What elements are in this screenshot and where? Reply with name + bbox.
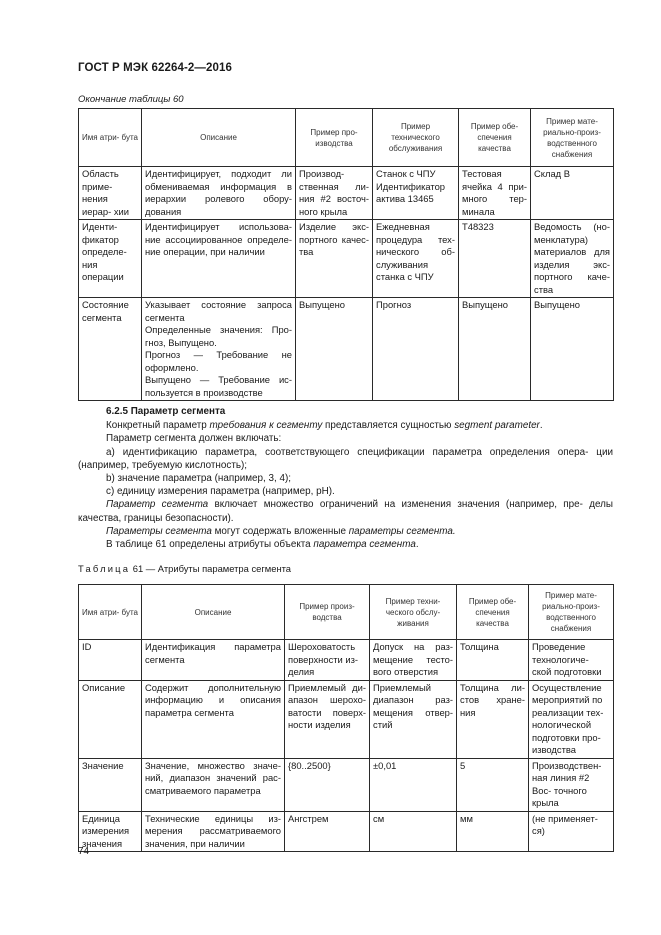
table-60-caption: Окончание таблицы 60: [78, 94, 184, 105]
table-cell: Производ- ственная ли- ния #2 восточ- ного крыла: [296, 167, 373, 220]
table-cell: Приемлемый диапазон раз- мещения отвер- стий: [370, 680, 457, 758]
table-cell: Толщина: [457, 640, 529, 681]
table-row: [79, 167, 614, 220]
section-heading: 6.2.5 Параметр сегмента: [106, 406, 226, 417]
table-cell: ID: [79, 640, 142, 681]
section-segment-parameter: [78, 405, 613, 551]
table-cell: Состояние сегмента: [79, 298, 142, 401]
column-header: Пример технического обслуживания: [373, 109, 459, 167]
page-number: 74: [78, 846, 90, 857]
table-cell: Выпущено: [459, 298, 531, 401]
table-cell: Область приме- нения иерар- хии: [79, 167, 142, 220]
table-cell: Технические единицы из- мерения рассматриваемого значения, при наличии: [142, 811, 285, 852]
table-cell: Содержит дополнительную информацию и описания параметра сегмента: [142, 680, 285, 758]
table-row: [79, 811, 614, 852]
table-cell: Допуск на раз- мещение тесто- вого отверстия: [370, 640, 457, 681]
column-header: Пример обе- спечения качества: [457, 585, 529, 640]
table-row: [79, 680, 614, 758]
table-cell: Идентификация параметра сегмента: [142, 640, 285, 681]
table-cell: мм: [457, 811, 529, 852]
table-cell: Ежедневная процедура тех- нического об- служивания станка с ЧПУ: [373, 220, 459, 298]
table-61: [78, 584, 614, 852]
table-cell: Изделие экс- портного качес- тва: [296, 220, 373, 298]
column-header: Имя атри- бута: [79, 109, 142, 167]
table-cell: Ведомость (но- менклатура) материалов для изделия экс- портного каче- ства: [531, 220, 614, 298]
table-cell: Приемлемый ди- апазон шерохо- ватости поверх- ности изделия: [285, 680, 370, 758]
table-row: [79, 640, 614, 681]
column-header: Имя атри- бута: [79, 585, 142, 640]
paragraph: В таблице 61 определены атрибуты объекта параметра сегмента.: [106, 539, 419, 551]
column-header: Описание: [142, 109, 296, 167]
paragraph: Параметры сегмента могут содержать вложенные параметры сегмента.: [106, 525, 456, 537]
list-item: а) идентификацию параметра, соответствующего спецификации параметра определения опера- ции (например, требуемую кислотность);: [78, 446, 613, 471]
table-cell: Станок с ЧПУ Идентификатор актива 13465: [373, 167, 459, 220]
table-cell: Выпущено: [531, 298, 614, 401]
table-header-row: [79, 585, 614, 640]
table-cell: Ангстрем: [285, 811, 370, 852]
table-cell: {80..2500}: [285, 758, 370, 811]
table-61-caption: Таблица 61 — Атрибуты параметра сегмента: [78, 563, 292, 574]
table-cell: Идентифицирует использова- ние ассоциированное определе- ние операции, при наличии: [142, 220, 296, 298]
table-header-row: [79, 109, 614, 167]
table-cell: Склад B: [531, 167, 614, 220]
column-header: Пример техни- ческого обслу- живания: [370, 585, 457, 640]
table-cell: ±0,01: [370, 758, 457, 811]
table-cell: Осуществление мероприятий по реализации тех- нологической подготовки про- изводства: [529, 680, 614, 758]
paragraph: Параметр сегмента включает множество ограничений на изменения значения (например, пре- делы качества, границы безопасности).: [78, 499, 613, 524]
table-cell: см: [370, 811, 457, 852]
table-cell: Производствен- ная линия #2 Вос- точного крыла: [529, 758, 614, 811]
column-header: Пример мате- риально-произ- водственного снабжения: [529, 585, 614, 640]
list-item: b) значение параметра (например, 3, 4);: [106, 473, 292, 485]
table-cell: Иденти- фикатор определе- ния операции: [79, 220, 142, 298]
table-cell: Тестовая ячейка 4 при- много тер- минала: [459, 167, 531, 220]
table-cell: Значение, множество значе- ний, диапазон значений рас- сматриваемого параметра: [142, 758, 285, 811]
table-cell: Идентифицирует, подходит ли обмениваемая информация в иерархии ролевого обору- дования: [142, 167, 296, 220]
table-cell: Значение: [79, 758, 142, 811]
table-cell: Толщина ли- стов хране- ния: [457, 680, 529, 758]
table-cell: Шероховатость поверхности из- делия: [285, 640, 370, 681]
table-cell: Описание: [79, 680, 142, 758]
table-60: [78, 108, 614, 401]
table-cell: Проведение технологиче- ской подготовки: [529, 640, 614, 681]
table-cell: Прогноз: [373, 298, 459, 401]
column-header: Пример обе- спечения качества: [459, 109, 531, 167]
table-cell: T48323: [459, 220, 531, 298]
table-row: [79, 758, 614, 811]
table-row: [79, 298, 614, 401]
table-cell: Единица измерения значения: [79, 811, 142, 852]
column-header: Пример про- изводства: [296, 109, 373, 167]
paragraph: Конкретный параметр требования к сегменту представляется сущностью segment parameter.: [106, 420, 543, 432]
column-header: Пример мате- риально-произ- водственного снабжения: [531, 109, 614, 167]
table-cell: Выпущено: [296, 298, 373, 401]
table-row: [79, 220, 614, 298]
list-item: с) единицу измерения параметра (например, pH).: [106, 486, 335, 498]
table-cell: 5: [457, 758, 529, 811]
table-cell: (не применяет- ся): [529, 811, 614, 852]
column-header: Описание: [142, 585, 285, 640]
paragraph: Параметр сегмента должен включать:: [106, 433, 282, 445]
document-header: ГОСТ Р МЭК 62264-2—2016: [78, 62, 232, 74]
table-cell: Указывает состояние запроса сегмента Определенные значения: Про- гноз, Выпущено. Прогноз — Требование не оформлено. Выпущено — Требование ис- пользуется в производстве: [142, 298, 296, 401]
column-header: Пример произ- водства: [285, 585, 370, 640]
